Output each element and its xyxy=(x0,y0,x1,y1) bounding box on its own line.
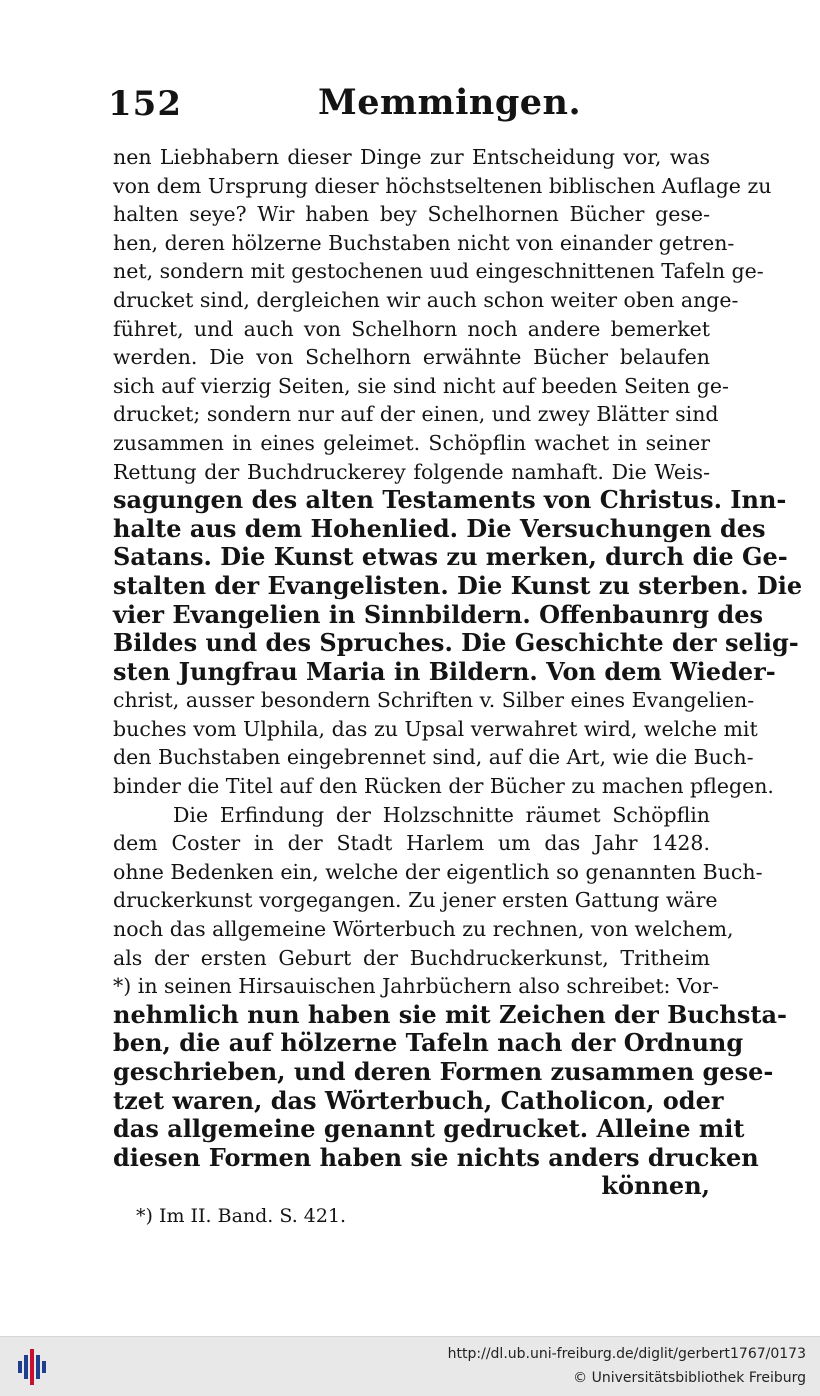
text-line: vier Evangelien in Sinnbildern. Offenbaunrg des xyxy=(113,599,763,629)
text-line: sich auf vierzig Seiten, sie sind nicht auf beeden Seiten ge- xyxy=(113,373,729,398)
text-line: nen Liebhabern dieser Dinge zur Entscheidung vor, was xyxy=(113,145,710,169)
ub-freiburg-logo-icon xyxy=(12,1347,52,1387)
text-line: drucket sind, dergleichen wir auch schon weiter oben ange- xyxy=(113,287,739,312)
text-line: buches vom Ulphila, das zu Upsal verwahret wird, welche mit xyxy=(113,716,758,741)
footer-bar xyxy=(0,1336,820,1396)
text-line: von dem Ursprung dieser höchstseltenen biblischen Auflage zu xyxy=(113,173,772,198)
text-line: zusammen in eines geleimet. Schöpflin wachet in seiner xyxy=(113,430,710,455)
text-line: geschrieben, und deren Formen zusammen gese- xyxy=(113,1057,774,1086)
copyright-notice: © Universitätsbibliothek Freiburg xyxy=(573,1370,806,1386)
running-head: Memmingen. xyxy=(318,82,582,123)
body-text xyxy=(113,143,803,1201)
text-line: dem Coster in der Stadt Harlem um das Jahr 1428. xyxy=(113,831,710,856)
text-line: ben, die auf hölzerne Tafeln nach der Ordnung xyxy=(113,1028,744,1058)
text-line: halte aus dem Hohenlied. Die Versuchungen des xyxy=(113,513,766,543)
text-line: halten seye? Wir haben bey Schelhornen Bücher gese- xyxy=(113,202,710,227)
text-line: Die Erfindung der Holzschnitte räumet Schöpflin xyxy=(173,802,710,827)
text-line: hen, deren hölzerne Buchstaben nicht von einander getren- xyxy=(113,230,735,255)
text-line: als der ersten Geburt der Buchdruckerkunst, Tritheim xyxy=(113,945,710,970)
text-line: stalten der Evangelisten. Die Kunst zu sterben. Die xyxy=(113,570,803,600)
text-line: tzet waren, das Wörterbuch, Catholicon, oder xyxy=(113,1085,724,1115)
text-line: druckerkunst vorgegangen. Zu jener ersten Gattung wäre xyxy=(113,888,718,913)
text-line: sagungen des alten Testaments von Christus. Inn- xyxy=(113,485,787,515)
text-line: werden. Die von Schelhorn erwähnte Bücher belaufen xyxy=(113,345,710,370)
text-line: Bildes und des Spruches. Die Geschichte der selig- xyxy=(113,628,799,658)
text-line: können, xyxy=(601,1171,710,1201)
text-line: nehmlich nun haben sie mit Zeichen der Buchsta- xyxy=(113,999,787,1029)
page-number: 152 xyxy=(108,84,182,124)
text-line: drucket; sondern nur auf der einen, und zwey Blätter sind xyxy=(113,402,719,427)
text-line: net, sondern mit gestochenen uud eingeschnittenen Tafeln ge- xyxy=(113,259,764,284)
text-line: christ, ausser besondern Schriften v. Silber eines Evangelien- xyxy=(113,688,755,713)
permalink-url[interactable]: http://dl.ub.uni-freiburg.de/diglit/gerbert1767/0173 xyxy=(447,1346,806,1362)
text-line: führet, und auch von Schelhorn noch andere bemerket xyxy=(113,316,710,341)
text-line: *) in seinen Hirsauischen Jahrbüchern also schreibet: Vor- xyxy=(113,974,719,999)
text-line: Satans. Die Kunst etwas zu merken, durch die Ge- xyxy=(113,542,788,572)
text-line: den Buchstaben eingebrennet sind, auf die Art, wie die Buch- xyxy=(113,745,754,770)
text-line: binder die Titel auf den Rücken der Bücher zu machen pflegen. xyxy=(113,774,774,799)
text-line: ohne Bedenken ein, welche der eigentlich so genannten Buch- xyxy=(113,859,763,884)
footnote: *) Im II. Band. S. 421. xyxy=(136,1205,347,1227)
text-line: sten Jungfrau Maria in Bildern. Von dem Wieder- xyxy=(113,656,776,686)
text-line: Rettung der Buchdruckerey folgende namhaft. Die Weis- xyxy=(113,459,710,484)
text-line: das allgemeine genannt gedrucket. Alleine mit xyxy=(113,1114,745,1144)
text-line: diesen Formen haben sie nichts anders drucken xyxy=(113,1142,759,1172)
text-line: noch das allgemeine Wörterbuch zu rechnen, von welchem, xyxy=(113,917,734,942)
